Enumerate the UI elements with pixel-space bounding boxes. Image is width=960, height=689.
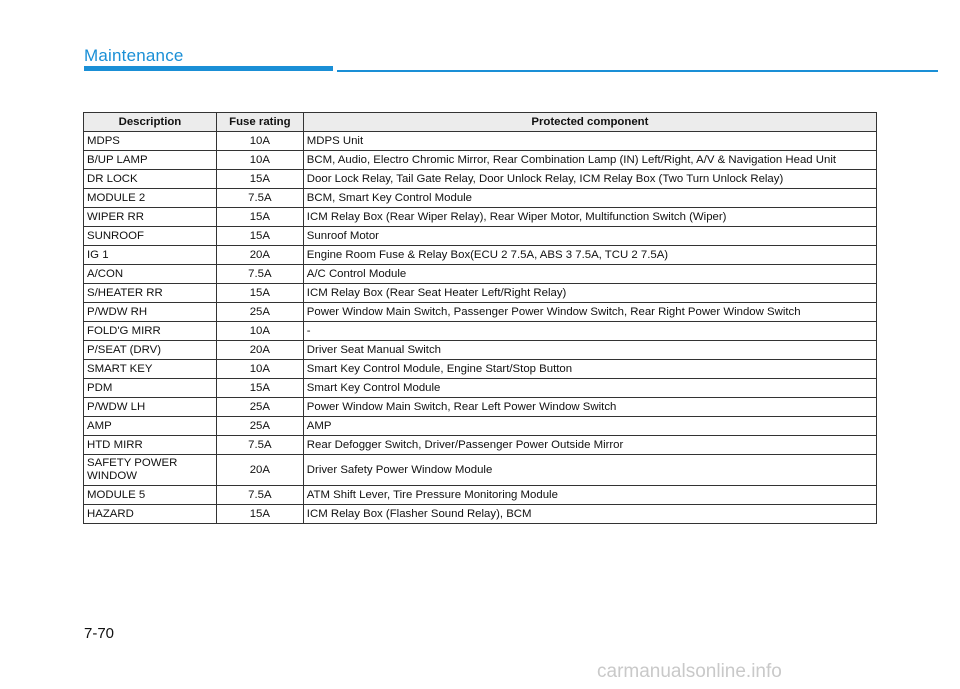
section-title: Maintenance <box>84 46 184 65</box>
fuse-rating-cell: 10A <box>216 360 303 379</box>
table-row <box>84 398 877 417</box>
protected-component-cell: - <box>303 322 876 341</box>
column-header-protected-component: Protected component <box>303 113 876 132</box>
table-row <box>84 284 877 303</box>
fuse-rating-cell: 15A <box>216 284 303 303</box>
protected-component-cell: ICM Relay Box (Flasher Sound Relay), BCM <box>303 505 876 524</box>
column-header-fuse-rating: Fuse rating <box>216 113 303 132</box>
protected-component-cell: BCM, Audio, Electro Chromic Mirror, Rear Combination Lamp (IN) Left/Right, A/V & Navigation Head Unit <box>303 151 876 170</box>
description-cell: MODULE 5 <box>84 486 217 505</box>
fuse-rating-cell: 20A <box>216 455 303 486</box>
description-cell: B/UP LAMP <box>84 151 217 170</box>
protected-component-cell: ICM Relay Box (Rear Seat Heater Left/Right Relay) <box>303 284 876 303</box>
protected-component-cell: Rear Defogger Switch, Driver/Passenger Power Outside Mirror <box>303 436 876 455</box>
table-row <box>84 341 877 360</box>
description-cell: FOLD'G MIRR <box>84 322 217 341</box>
description-cell: HAZARD <box>84 505 217 524</box>
table-row <box>84 455 877 486</box>
fuse-rating-cell: 25A <box>216 303 303 322</box>
description-cell: SMART KEY <box>84 360 217 379</box>
fuse-rating-cell: 10A <box>216 132 303 151</box>
fuse-rating-cell: 25A <box>216 398 303 417</box>
fuse-rating-cell: 10A <box>216 322 303 341</box>
description-cell: P/WDW RH <box>84 303 217 322</box>
description-cell: P/WDW LH <box>84 398 217 417</box>
fuse-rating-cell: 7.5A <box>216 486 303 505</box>
protected-component-cell: Power Window Main Switch, Passenger Power Window Switch, Rear Right Power Window Switch <box>303 303 876 322</box>
table-row <box>84 505 877 524</box>
fuse-rating-cell: 15A <box>216 208 303 227</box>
fuse-table <box>83 112 877 524</box>
section-rule-thin <box>337 70 938 72</box>
description-cell: AMP <box>84 417 217 436</box>
fuse-rating-cell: 15A <box>216 505 303 524</box>
section-rule-thick <box>84 66 333 71</box>
protected-component-cell: Power Window Main Switch, Rear Left Power Window Switch <box>303 398 876 417</box>
table-row <box>84 486 877 505</box>
fuse-rating-cell: 15A <box>216 170 303 189</box>
protected-component-cell: ATM Shift Lever, Tire Pressure Monitoring Module <box>303 486 876 505</box>
table-row <box>84 303 877 322</box>
description-cell: DR LOCK <box>84 170 217 189</box>
table-row <box>84 360 877 379</box>
table-row <box>84 379 877 398</box>
protected-component-cell: AMP <box>303 417 876 436</box>
table-header-row <box>84 113 877 132</box>
table-row <box>84 417 877 436</box>
fuse-rating-cell: 7.5A <box>216 265 303 284</box>
description-cell: SUNROOF <box>84 227 217 246</box>
description-cell: S/HEATER RR <box>84 284 217 303</box>
protected-component-cell: Engine Room Fuse & Relay Box(ECU 2 7.5A, ABS 3 7.5A, TCU 2 7.5A) <box>303 246 876 265</box>
fuse-rating-cell: 10A <box>216 151 303 170</box>
description-cell: MODULE 2 <box>84 189 217 208</box>
fuse-table-body <box>84 132 877 524</box>
table-row <box>84 132 877 151</box>
description-cell: P/SEAT (DRV) <box>84 341 217 360</box>
fuse-rating-cell: 15A <box>216 227 303 246</box>
table-row <box>84 436 877 455</box>
protected-component-cell: BCM, Smart Key Control Module <box>303 189 876 208</box>
fuse-rating-cell: 7.5A <box>216 189 303 208</box>
table-row <box>84 170 877 189</box>
description-cell: PDM <box>84 379 217 398</box>
description-cell: WIPER RR <box>84 208 217 227</box>
table-row <box>84 208 877 227</box>
protected-component-cell: Smart Key Control Module, Engine Start/Stop Button <box>303 360 876 379</box>
column-header-description: Description <box>84 113 217 132</box>
protected-component-cell: A/C Control Module <box>303 265 876 284</box>
protected-component-cell: Smart Key Control Module <box>303 379 876 398</box>
fuse-rating-cell: 20A <box>216 246 303 265</box>
description-cell: MDPS <box>84 132 217 151</box>
table-row <box>84 265 877 284</box>
fuse-rating-cell: 15A <box>216 379 303 398</box>
fuse-rating-cell: 7.5A <box>216 436 303 455</box>
protected-component-cell: Sunroof Motor <box>303 227 876 246</box>
table-row <box>84 151 877 170</box>
description-cell: SAFETY POWER WINDOW <box>84 455 217 486</box>
fuse-rating-cell: 20A <box>216 341 303 360</box>
protected-component-cell: Driver Seat Manual Switch <box>303 341 876 360</box>
watermark: carmanualsonline.info <box>597 661 782 682</box>
protected-component-cell: ICM Relay Box (Rear Wiper Relay), Rear Wiper Motor, Multifunction Switch (Wiper) <box>303 208 876 227</box>
description-cell: HTD MIRR <box>84 436 217 455</box>
protected-component-cell: MDPS Unit <box>303 132 876 151</box>
table-row <box>84 189 877 208</box>
table-row <box>84 322 877 341</box>
protected-component-cell: Driver Safety Power Window Module <box>303 455 876 486</box>
protected-component-cell: Door Lock Relay, Tail Gate Relay, Door Unlock Relay, ICM Relay Box (Two Turn Unlock Relay) <box>303 170 876 189</box>
page-number: 7-70 <box>84 625 115 642</box>
table-row <box>84 227 877 246</box>
fuse-rating-cell: 25A <box>216 417 303 436</box>
table-row <box>84 246 877 265</box>
description-cell: IG 1 <box>84 246 217 265</box>
description-cell: A/CON <box>84 265 217 284</box>
